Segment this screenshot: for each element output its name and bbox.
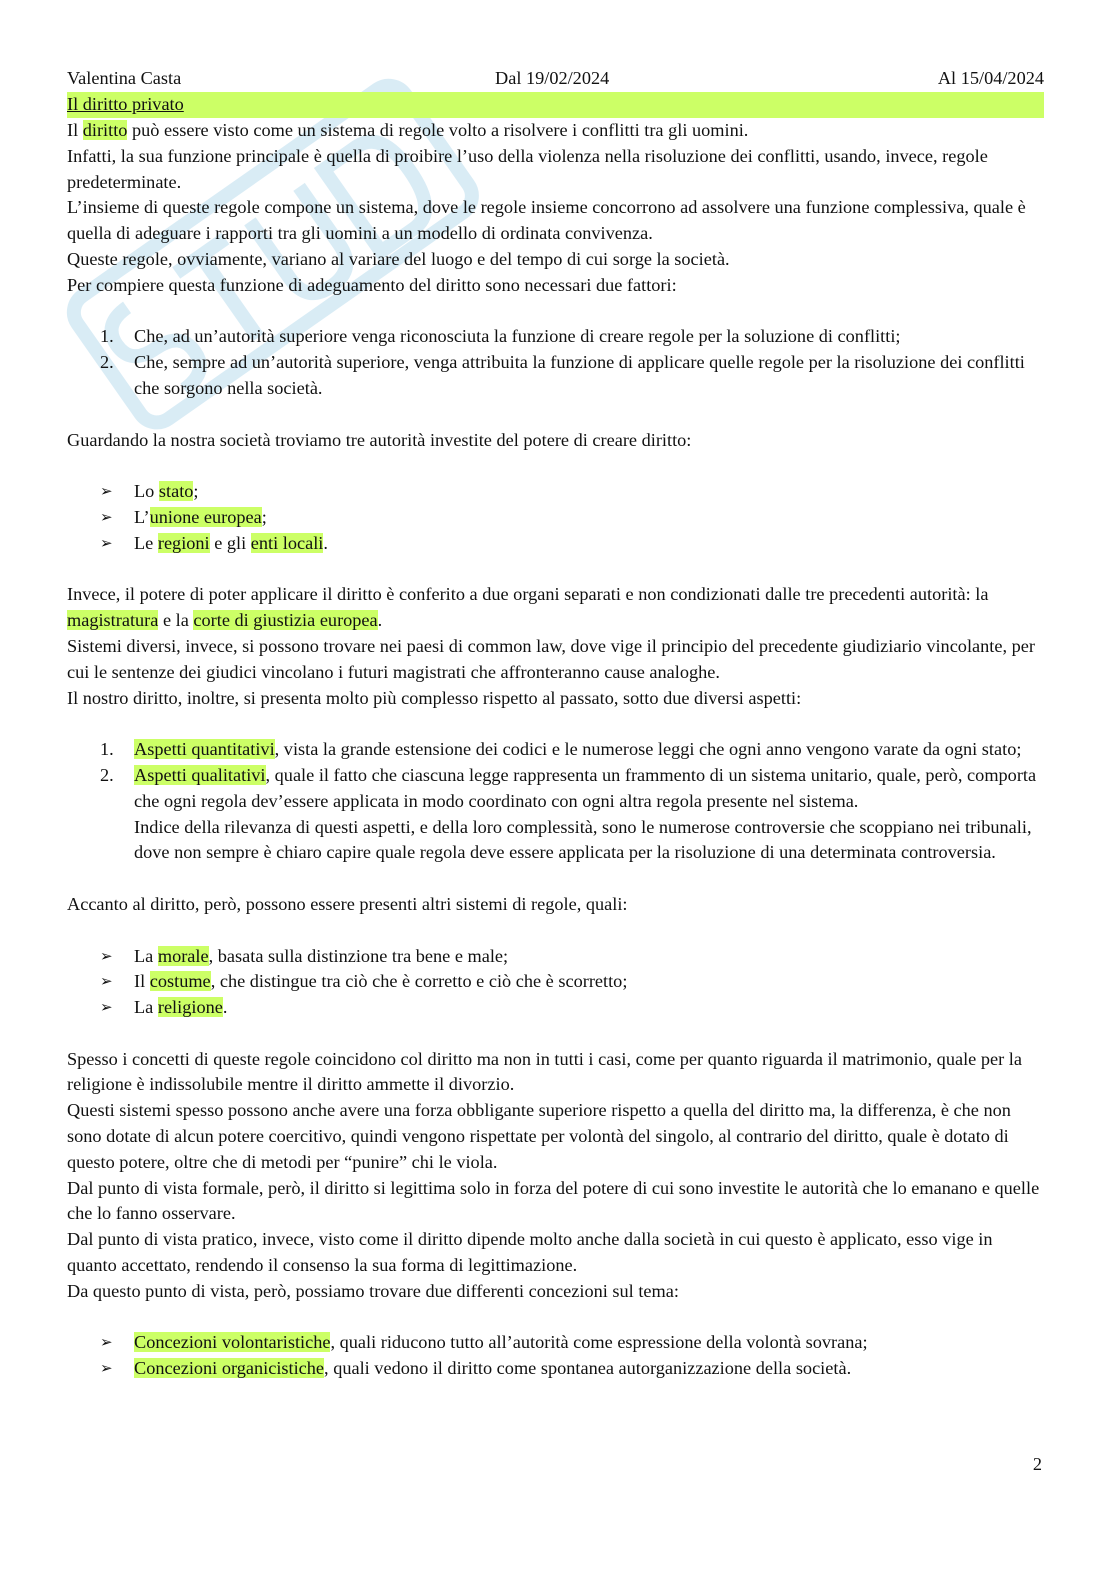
highlight: magistratura (67, 610, 159, 631)
paragraph: Il diritto può essere visto come un sistema di regole volto a risolvere i conflitti tra gli uomini. (67, 120, 749, 140)
paragraph: Invece, il potere di poter applicare il diritto è conferito a due organi separati e non condizionati dalle tre precedenti autorità: la magistratura e la corte di giustizia europea. (67, 584, 989, 631)
list-item: ➢ Concezioni volontaristiche, quali riducono tutto all’autorità come espressione della volontà sovrana; (67, 1330, 1044, 1356)
highlight: diritto (82, 120, 128, 140)
arrow-bullet-icon: ➢ (100, 507, 113, 526)
list-item: 2. Che, sempre ad un’autorità superiore, venga attribuita la funzione di applicare quelle regole per la risoluzione dei conflitti che sorgono nella società. (100, 352, 1025, 398)
list-item: ➢ Concezioni organicistiche, quali vedono il diritto come spontanea autorganizzazione della società. (67, 1356, 1044, 1382)
highlight: Concezioni organicistiche (134, 1358, 325, 1379)
highlight: morale (157, 945, 209, 966)
highlight: enti locali (250, 532, 324, 553)
paragraph: Il nostro diritto, inoltre, si presenta molto più complesso rispetto al passato, sotto due diversi aspetti: (67, 687, 802, 708)
paragraph: Dal punto di vista pratico, invece, visto come il diritto dipende molto anche dalla società in cui questo è applicato, esso vige in quanto accettato, rendendo il consenso la sua forma di legittimazione. (67, 1229, 993, 1276)
highlight: regioni (157, 532, 210, 553)
paragraph: Accanto al diritto, però, possono essere presenti altri sistemi di regole, quali: (67, 893, 628, 914)
section-title: Il diritto privato (67, 94, 184, 114)
other-systems-list (67, 944, 1044, 1021)
document-body (67, 118, 1044, 1382)
highlight: corte di giustizia europea (193, 610, 378, 631)
arrow-bullet-icon: ➢ (100, 972, 113, 991)
aspects-list (67, 737, 1044, 866)
paragraph: Questi sistemi spesso possono anche avere una forza obbligante superiore rispetto a quella del diritto ma, la differenza, è che non sono dotate di alcun potere coercitivo, quindi vengono rispettate per volontà del singolo, al contrario del diritto, quale è dotato di questo potere, oltre che di metodi per “punire” chi le viola. (67, 1100, 1011, 1172)
page-header (67, 66, 1044, 92)
list-item: 1. Che, ad un’autorità superiore venga riconosciuta la funzione di creare regole per la soluzione di conflitti; (100, 326, 901, 347)
authorities-list (67, 479, 1044, 556)
from-date: Dal 19/02/2024 (495, 68, 610, 88)
to-date: Al 15/04/2024 (937, 68, 1044, 88)
arrow-bullet-icon: ➢ (100, 1333, 113, 1352)
paragraph: Queste regole, ovviamente, variano al variare del luogo e del tempo di cui sorge la società. (67, 248, 730, 269)
conceptions-list (67, 1330, 1044, 1382)
paragraph: Dal punto di vista formale, però, il diritto si legittima solo in forza del potere di cui sono investite le autorità che lo emanano e quelle che lo fanno osservare. (67, 1177, 1040, 1224)
arrow-bullet-icon: ➢ (100, 533, 113, 552)
list-item: 1. Aspetti quantitativi, vista la grande estensione dei codici e le numerose leggi che ogni anno vengono varate da ogni stato; (100, 739, 1022, 760)
paragraph: Da questo punto di vista, però, possiamo trovare due differenti concezioni sul tema: (67, 1280, 679, 1301)
list-item: ➢ Il costume, che distingue tra ciò che è corretto e ciò che è scorretto; (67, 969, 1044, 995)
highlight: Aspetti quantitativi (134, 739, 275, 760)
list-item: 2. Aspetti qualitativi, quale il fatto che ciascuna legge rappresenta un frammento di un sistema unitario, quale, però, comporta che ogni regola dev’essere applicata in modo coordinato con ogni altra regola presente nel sistema. Indice della rilevanza di questi aspetti, e della loro complessità, sono le numerose controversie che scoppiano nei tribunali, dove non sempre è chiaro capire quale regola deve essere applicata per la risoluzione di una determinata controversia. (100, 764, 1037, 863)
arrow-bullet-icon: ➢ (100, 946, 113, 965)
author-name: Valentina Casta (67, 68, 182, 88)
highlight: religione (157, 997, 223, 1018)
highlight: unione europea (149, 506, 262, 527)
arrow-bullet-icon: ➢ (100, 1359, 113, 1378)
list-item: ➢ La morale, basata sulla distinzione tra bene e male; (67, 944, 1044, 970)
list-item: ➢ Le regioni e gli enti locali. (67, 531, 1044, 557)
factors-list (67, 324, 1044, 401)
page-number: 2 (1032, 1454, 1042, 1474)
paragraph: Infatti, la sua funzione principale è quella di proibire l’uso della violenza nella risoluzione dei conflitti, usando, invece, regole predeterminate. (67, 145, 988, 192)
list-item: ➢ L’unione europea; (67, 505, 1044, 531)
arrow-bullet-icon: ➢ (100, 482, 113, 501)
paragraph: Guardando la nostra società troviamo tre autorità investite del potere di creare diritto: (67, 429, 692, 450)
arrow-bullet-icon: ➢ (100, 998, 113, 1017)
section-title-bar (67, 92, 1044, 118)
paragraph: Spesso i concetti di queste regole coincidono col diritto ma non in tutti i casi, come per quanto riguarda il matrimonio, quale per la religione è indissolubile mentre il diritto ammette il divorzio. (67, 1048, 1022, 1095)
list-item: ➢ Lo stato; (67, 479, 1044, 505)
highlight: stato (158, 481, 194, 502)
highlight: Concezioni volontaristiche (134, 1332, 331, 1353)
paragraph: L’insieme di queste regole compone un sistema, dove le regole insieme concorrono ad assolvere una funzione complessiva, quale è quella di adeguare i rapporti tra gli uomini a un modello di ordinata convivenza. (67, 197, 1026, 244)
paragraph: Sistemi diversi, invece, si possono trovare nei paesi di common law, dove vige il principio del precedente giudiziario vincolante, per cui le sentenze dei giudici vincolano i futuri magistrati che affronteranno cause analoghe. (67, 635, 1035, 682)
highlight: Aspetti qualitativi (134, 764, 266, 785)
list-item: ➢ La religione. (67, 995, 1044, 1021)
highlight: costume (149, 971, 211, 992)
paragraph: Per compiere questa funzione di adeguamento del diritto sono necessari due fattori: (67, 274, 677, 295)
